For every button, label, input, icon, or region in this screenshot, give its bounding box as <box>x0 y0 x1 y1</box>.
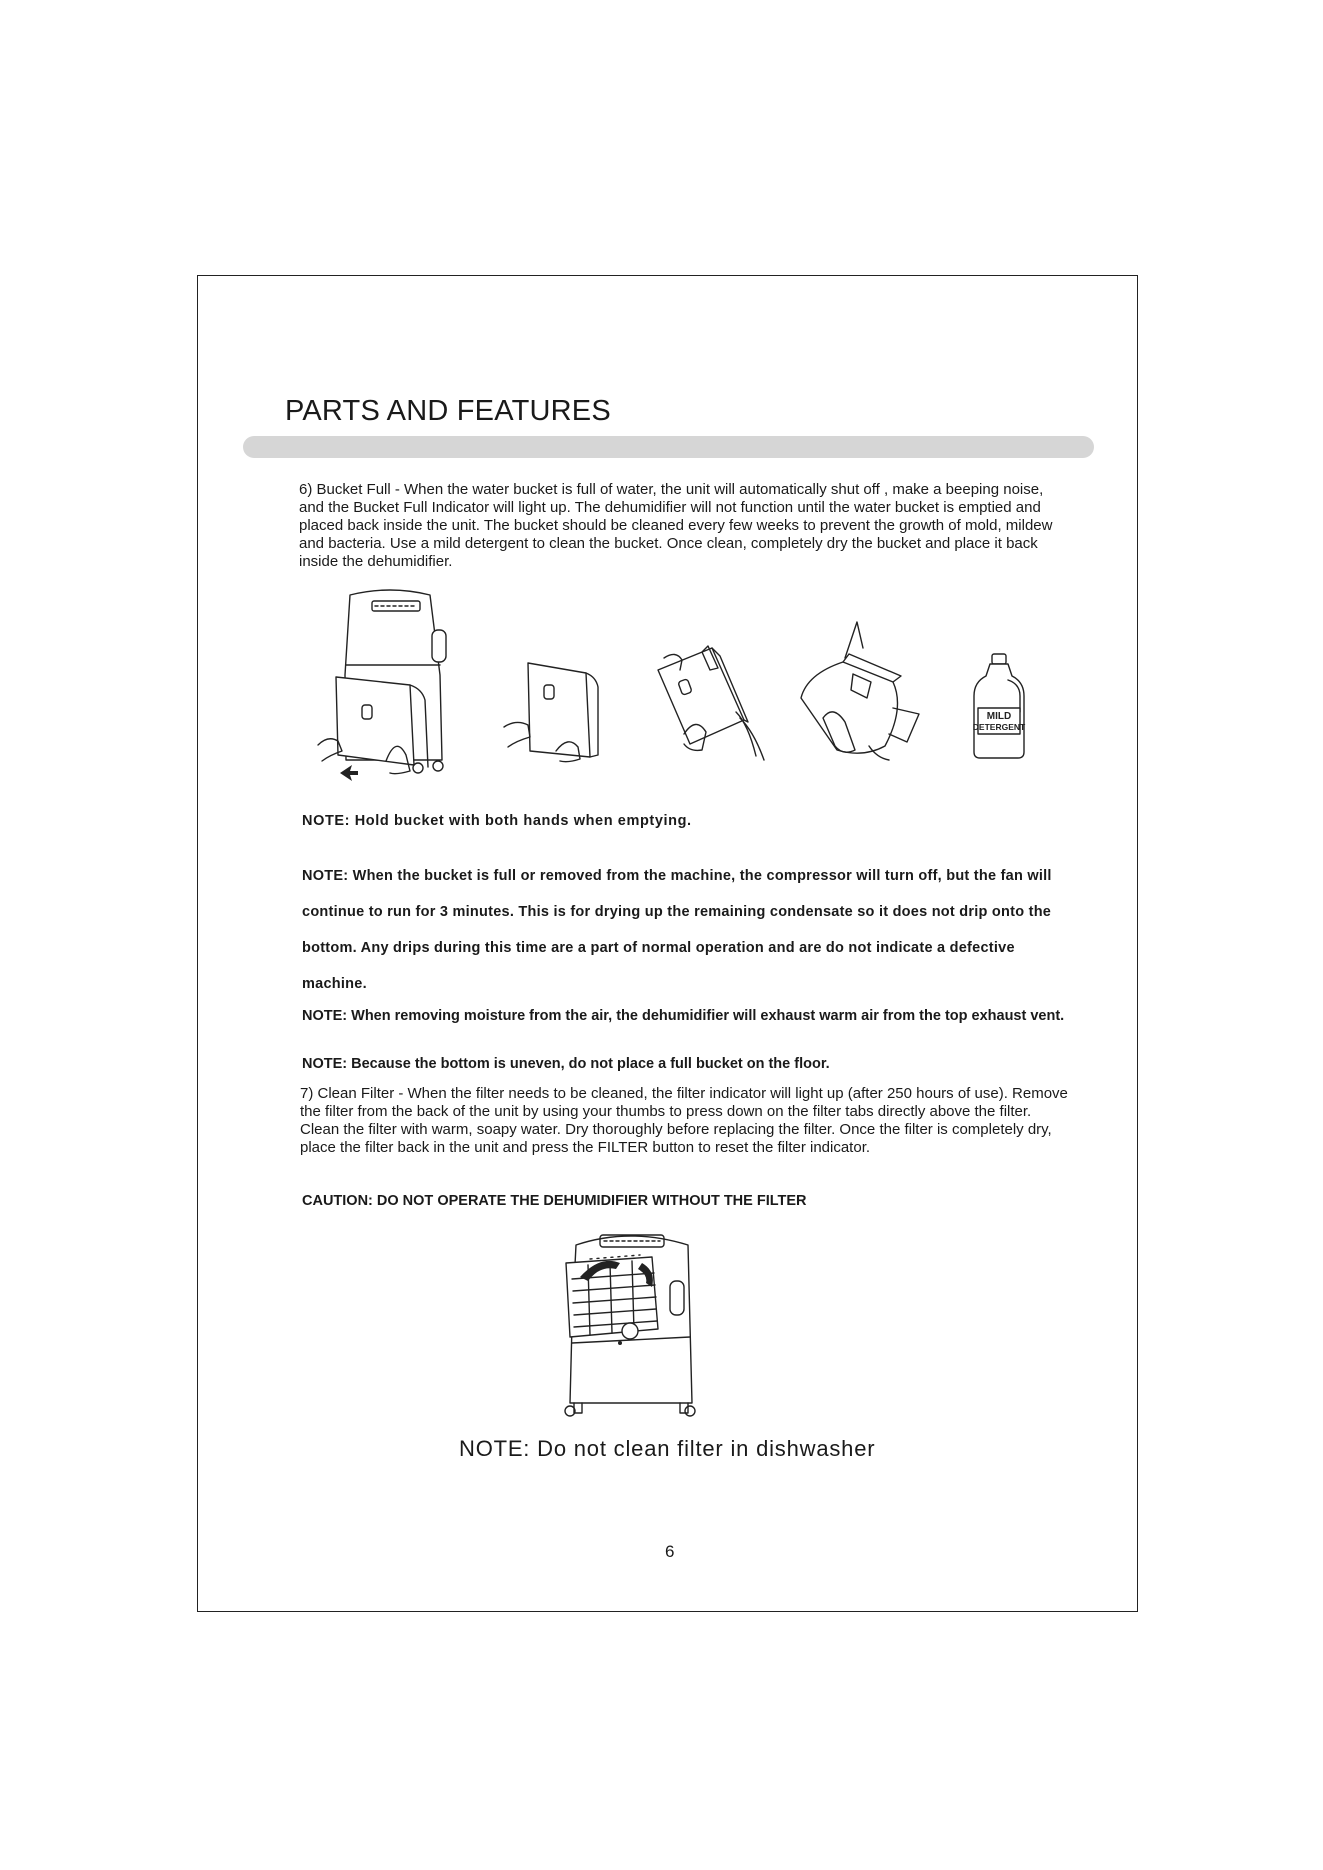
bucket-full-paragraph: 6) Bucket Full - When the water bucket is full of water, the unit will automatically shut off , make a beeping noise, and the Bucket Full Indicator will light up. The dehumidifier will not function until the water bucket is emptied and placed back inside the unit. The bucket should be cleaned every few weeks to prevent the growth of mold, mildew and bacteria. Use a mild detergent to clean the bucket. Once clean, completely dry the bucket and place it back inside the dehumidifier. <box>299 481 1053 570</box>
filter-removal-illustration <box>560 1225 700 1430</box>
clean-filter-paragraph: 7) Clean Filter - When the filter needs to be cleaned, the filter indicator will light up (after 250 hours of use). Remove the filter from the back of the unit by using your thumbs to press down on the filter tabs directly above the filter. Clean the filter with warm, soapy water. Dry thoroughly before replacing the filter. Once the filter is completely dry, place the filter back in the unit and press the FILTER button to reset the filter indicator. <box>300 1085 1068 1156</box>
page-number: 6 <box>665 1542 675 1561</box>
note-dishwasher: NOTE: Do not clean filter in dishwasher <box>459 1436 876 1461</box>
note-floor: NOTE: Because the bottom is uneven, do not place a full bucket on the floor. <box>302 1056 830 1072</box>
note-compressor: NOTE: When the bucket is full or removed from the machine, the compressor will turn off, but the fan will continue to run for 3 minutes. This is for drying up the remaining condensate so it does not drip onto the bottom. Any drips during this time are a part of normal operation and are do not indicate a defective machine. <box>302 868 1052 992</box>
bottle-label-detergent: DETERGENT <box>972 722 1026 732</box>
bucket-pouring-illustration <box>640 640 770 775</box>
bucket-held-illustration <box>498 655 608 770</box>
bucket-cleaning-illustration <box>793 618 928 778</box>
bottle-label-mild: MILD <box>986 711 1012 722</box>
mild-detergent-bottle-illustration <box>970 652 1030 767</box>
note-exhaust: NOTE: When removing moisture from the air, the dehumidifier will exhaust warm air from the top exhaust vent. <box>302 1008 1065 1024</box>
caution-filter: CAUTION: DO NOT OPERATE THE DEHUMIDIFIER WITHOUT THE FILTER <box>302 1193 807 1209</box>
section-divider-bar <box>243 436 1094 458</box>
dehumidifier-bucket-removal-illustration <box>310 585 470 780</box>
section-title: PARTS AND FEATURES <box>285 395 611 427</box>
note-hold-bucket: NOTE: Hold bucket with both hands when emptying. <box>302 813 692 829</box>
